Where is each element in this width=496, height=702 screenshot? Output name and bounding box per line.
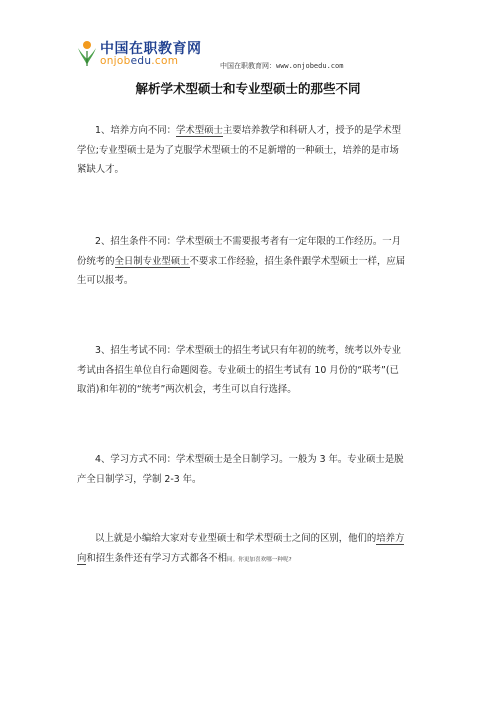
logo-icon <box>76 38 98 68</box>
paragraph-line: 紧缺人才。 <box>77 164 124 176</box>
paragraph-line: 1、培养方向不同：学术型硕士主要培养教学和科研人才，授予的是学术型 <box>95 125 401 136</box>
paragraph-line: 产全日制学习，学制 2-3 年。 <box>77 473 202 485</box>
small-trailing-text: 同。你更加喜欢哪一种呢? <box>227 556 292 563</box>
underlined-term: 学术型硕士 <box>175 125 223 136</box>
paragraph-line: 3、招生考试不同：学术型硕士的招生考试只有年初的统考，统考以外专业 <box>95 345 401 356</box>
underlined-term: 培养方 <box>376 533 405 544</box>
paragraph-line: 以上就是小编给大家对专业型硕士和学术型硕士之间的区别，他们的培养方 <box>95 533 405 544</box>
site-note: 中国在职教育网：www.onjobedu.com <box>220 62 344 70</box>
underlined-term: 全日制专业型硕士 <box>114 255 190 267</box>
logo-chinese-name: 中国在职教育网 <box>100 41 202 57</box>
site-url[interactable]: www.onjobedu.com <box>276 62 344 70</box>
paragraph-2 <box>77 232 423 291</box>
paragraph-line: 考试由各招生单位自行命题阅卷。专业硕士的招生考试有 10 月份的“联考”(已 <box>77 364 399 376</box>
logo-domain: onjobedu.com <box>100 55 179 67</box>
site-header <box>76 36 406 70</box>
paragraph-line: 份统考的全日制专业型硕士不要求工作经验，招生条件跟学术型硕士一样，应届 <box>77 255 406 267</box>
paragraph-line: 学位;专业型硕士是为了克服学术型硕士的不足新增的一种硕士，培养的是市场 <box>77 144 399 156</box>
paragraph-line: 生可以报考。 <box>77 275 134 287</box>
paragraph-line: 取消)和年初的“统考”两次机会，考生可以自行选择。 <box>77 384 297 396</box>
paragraph-line: 2、招生条件不同：学术型硕士不需要报考者有一定年限的工作经历。一月 <box>95 236 401 247</box>
paragraph-5 <box>77 529 423 568</box>
paragraph-line: 4、学习方式不同：学术型硕士是全日制学习。一般为 3 年。专业硕士是脱 <box>95 454 404 465</box>
paragraph-3 <box>77 341 423 400</box>
page-title: 解析学术型硕士和专业型硕士的那些不同 <box>135 81 361 96</box>
underlined-term: 向 <box>77 552 87 564</box>
paragraph-line: 向和招生条件还有学习方式都各不相同。你更加喜欢哪一种呢? <box>77 552 292 564</box>
paragraph-4 <box>77 450 423 489</box>
paragraph-1 <box>77 121 423 180</box>
